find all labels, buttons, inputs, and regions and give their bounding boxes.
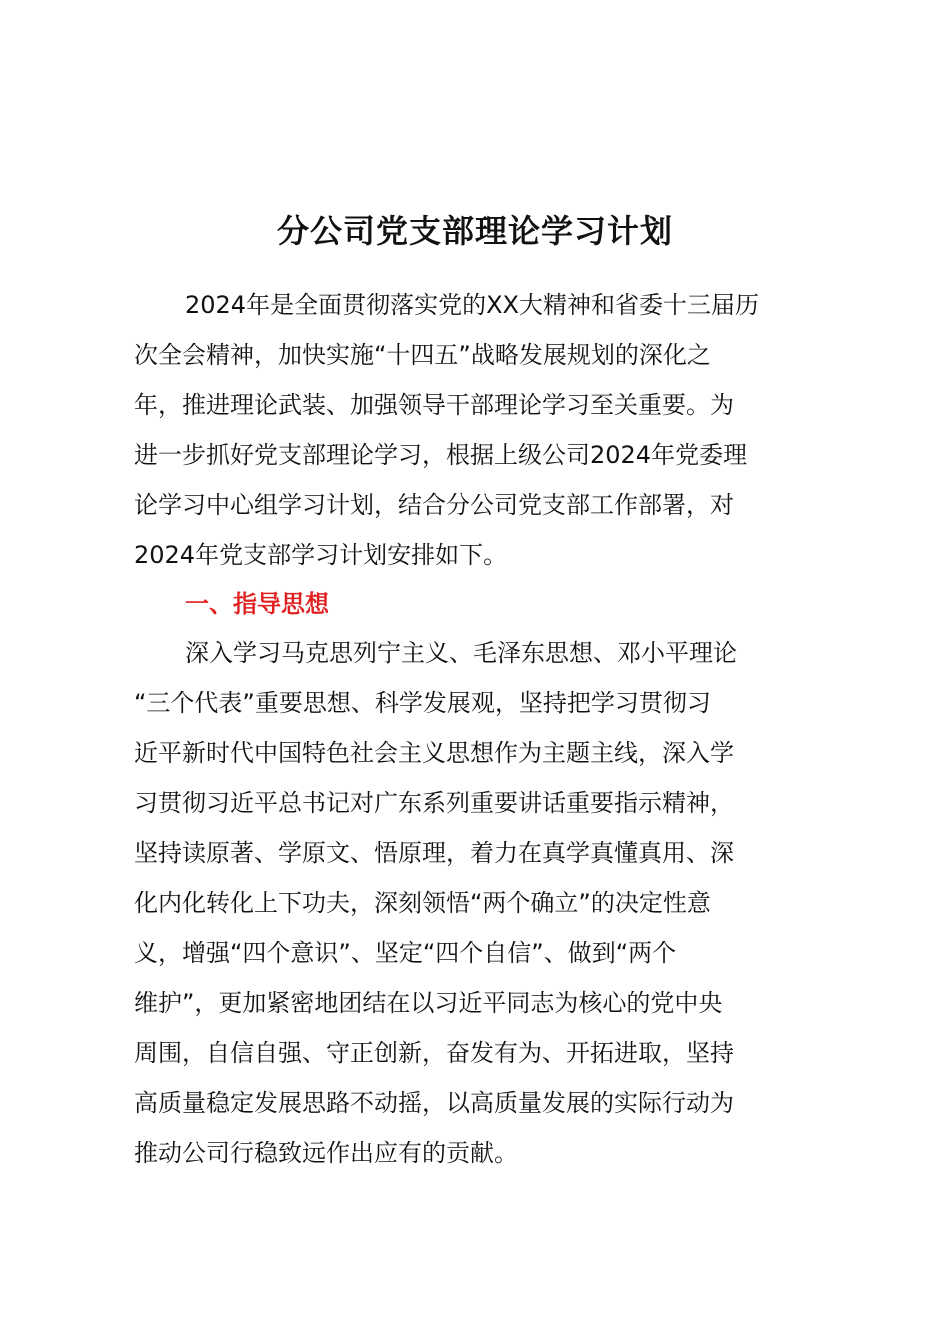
paragraph-line: 高质量稳定发展思路不动摇，以高质量发展的实际行动为 [134,1089,734,1117]
paragraph-line: 深入学习马克思列宁主义、毛泽东思想、邓小平理论 [185,639,737,667]
paragraph-line: 义，增强“四个意识”、坚定“四个自信”、做到“两个 [134,939,677,967]
document-title: 分公司党支部理论学习计划 [276,212,673,250]
paragraph-line: 周围，自信自强、守正创新，奋发有为、开拓进取，坚持 [134,1039,734,1067]
paragraph-line: 近平新时代中国特色社会主义思想作为主题主线，深入学 [134,739,734,767]
paragraph-line: 2024年是全面贯彻落实党的XX大精神和省委十三届历 [185,291,759,319]
paragraph-line: 年，推进理论武装、加强领导干部理论学习至关重要。为 [134,391,734,419]
paragraph-line: 坚持读原著、学原文、悟原理，着力在真学真懂真用、深 [134,839,734,867]
paragraph-line: 维护”，更加紧密地团结在以习近平同志为核心的党中央 [134,989,723,1017]
intro-paragraph [134,280,854,580]
paragraph-line: 次全会精神，加快实施“十四五”战略发展规划的深化之 [134,341,711,369]
paragraph-line: 推动公司行稳致远作出应有的贡献。 [134,1139,518,1167]
paragraph-line: “三个代表”重要思想、科学发展观，坚持把学习贯彻习 [134,689,711,717]
paragraph-line: 进一步抓好党支部理论学习，根据上级公司2024年党委理 [134,441,748,469]
section-heading-guiding-thought: 一、指导思想 [185,590,329,618]
guiding-thought-paragraph [134,628,854,1178]
paragraph-line: 论学习中心组学习计划，结合分公司党支部工作部署，对 [134,491,734,519]
paragraph-line: 2024年党支部学习计划安排如下。 [134,541,508,569]
paragraph-line: 化内化转化上下功夫，深刻领悟“两个确立”的决定性意 [134,889,711,917]
paragraph-line: 习贯彻习近平总书记对广东系列重要讲话重要指示精神， [134,789,734,817]
